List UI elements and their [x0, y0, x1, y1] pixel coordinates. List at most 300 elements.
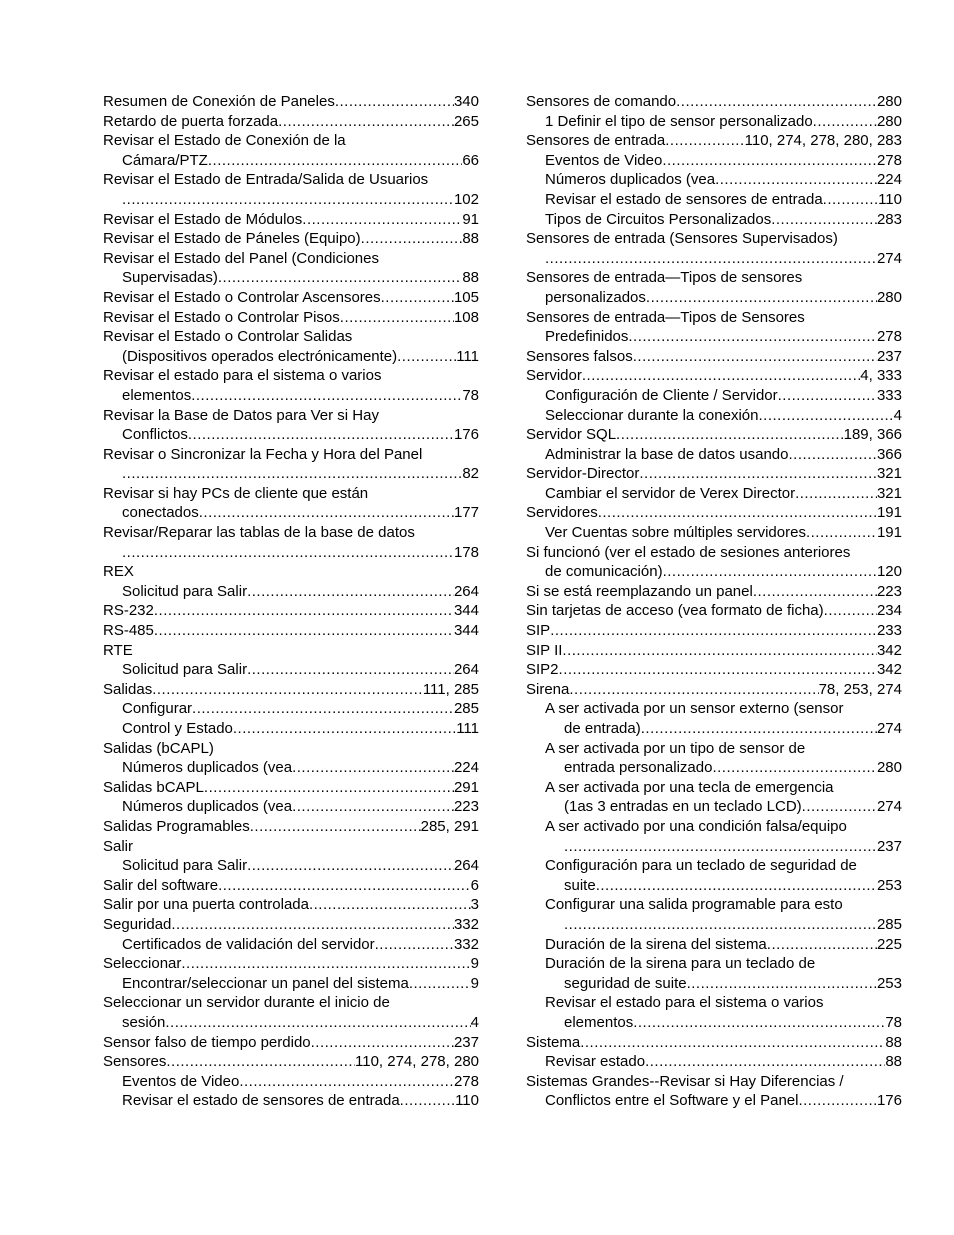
dot-leader	[233, 719, 456, 739]
index-term: Revisar o Sincronizar la Fecha y Hora del Panel	[103, 445, 423, 463]
page-number: 120	[876, 563, 902, 581]
index-line	[103, 817, 479, 837]
index-line	[526, 268, 902, 288]
index-entry	[103, 837, 479, 857]
index-line	[103, 954, 479, 974]
page-number: 178	[453, 543, 479, 561]
page-number: 191	[876, 504, 902, 522]
page-number: 264	[453, 661, 479, 679]
index-term: 1 Definir el tipo de sensor personalizado	[545, 112, 813, 130]
page-number: 321	[876, 484, 902, 502]
index-line	[526, 347, 902, 367]
page-number: 9	[470, 955, 479, 973]
index-term: Revisar el estado de sensores de entrada	[122, 1092, 400, 1110]
index-term: Servidores	[526, 504, 598, 522]
index-term: Eventos de Video	[122, 1072, 240, 1090]
index-term: Encontrar/seleccionar un panel del sistema	[122, 974, 409, 992]
index-entry	[103, 92, 479, 112]
index-term: Administrar la base de datos usando	[545, 445, 789, 463]
index-term: Revisar el Estado o Controlar Ascensores	[103, 288, 381, 306]
dot-leader	[562, 641, 877, 661]
index-line	[103, 170, 479, 190]
index-entry	[526, 445, 902, 465]
index-line	[103, 876, 479, 896]
dot-leader	[122, 543, 454, 563]
index-line	[526, 797, 902, 817]
index-line	[103, 347, 479, 367]
index-term: Solicitud para Salir	[122, 661, 248, 679]
index-entry	[103, 484, 479, 523]
index-entry	[103, 621, 479, 641]
dot-leader	[247, 660, 454, 680]
index-line	[526, 131, 902, 151]
index-term: personalizados	[545, 288, 646, 306]
index-line	[526, 1013, 902, 1033]
index-entry	[526, 308, 902, 347]
index-entry	[526, 856, 902, 895]
index-entry	[103, 308, 479, 328]
page-number: 4, 333	[860, 367, 902, 385]
page-number: 274	[876, 798, 902, 816]
index-line	[526, 1072, 902, 1092]
index-entry	[526, 112, 902, 132]
dot-leader	[663, 562, 877, 582]
index-term: RS-232	[103, 602, 154, 620]
index-term: Salidas bCAPL	[103, 778, 204, 796]
index-entry	[103, 660, 479, 680]
page-number: 4	[470, 1013, 479, 1031]
index-entry	[526, 92, 902, 112]
index-term: Revisar el Estado de Conexión de la	[103, 132, 346, 150]
index-line	[526, 425, 902, 445]
dot-leader	[152, 680, 423, 700]
index-term: Cambiar el servidor de Verex Director	[545, 484, 796, 502]
page-number: 291	[453, 778, 479, 796]
dot-leader	[550, 621, 877, 641]
index-line	[103, 660, 479, 680]
dot-leader	[639, 464, 877, 484]
page-number: 189, 366	[843, 426, 902, 444]
index-entry	[103, 719, 479, 739]
index-term: Conflictos entre el Software y el Panel	[545, 1092, 799, 1110]
dot-leader	[813, 112, 877, 132]
dot-leader	[292, 797, 454, 817]
index-entry	[103, 797, 479, 817]
page-number: 278	[453, 1072, 479, 1090]
index-term: SIP2	[526, 661, 559, 679]
index-line	[103, 503, 479, 523]
dot-leader	[633, 1013, 885, 1033]
page-number: 110	[455, 1092, 479, 1110]
index-term: Revisar el estado de sensores de entrada	[545, 190, 823, 208]
dot-leader	[662, 151, 877, 171]
page-number: 9	[470, 974, 479, 992]
index-term: Seleccionar un servidor durante el inicio de	[103, 994, 390, 1012]
page-number: 78	[885, 1013, 902, 1031]
index-entry	[526, 817, 902, 856]
index-term: Si se está reemplazando un panel	[526, 582, 753, 600]
index-line	[103, 1052, 479, 1072]
page-number: 3	[470, 896, 479, 914]
page-number: 274	[876, 249, 902, 267]
index-line	[103, 523, 479, 543]
page-number: 342	[876, 641, 902, 659]
dot-leader	[559, 660, 877, 680]
index-entry	[103, 856, 479, 876]
index-term: elementos	[122, 386, 192, 404]
page-number: 233	[876, 622, 902, 640]
dot-leader	[823, 190, 878, 210]
index-entry	[103, 229, 479, 249]
index-line	[526, 543, 902, 563]
dot-leader	[361, 229, 463, 249]
index-term: Revisar si hay PCs de cliente que están	[103, 484, 369, 502]
index-entry	[526, 660, 902, 680]
index-term: Sensores falsos	[526, 347, 633, 365]
index-entry	[526, 1072, 902, 1111]
index-line	[526, 386, 902, 406]
dot-leader	[564, 837, 877, 857]
dot-leader	[302, 210, 462, 230]
index-entry	[526, 935, 902, 955]
index-term: Sirena	[526, 680, 570, 698]
dot-leader	[646, 288, 877, 308]
index-line	[103, 249, 479, 269]
index-line	[526, 464, 902, 484]
index-entry	[103, 993, 479, 1032]
index-line	[103, 739, 479, 759]
dot-leader	[545, 249, 877, 269]
index-entry	[103, 562, 479, 582]
dot-leader	[795, 484, 877, 504]
index-entry	[103, 601, 479, 621]
index-term: A ser activado por una condición falsa/equipo	[545, 817, 847, 835]
index-term: Salidas (bCAPL)	[103, 739, 214, 757]
dot-leader	[188, 425, 454, 445]
index-term: SIP II	[526, 641, 563, 659]
dot-leader	[199, 503, 454, 523]
dot-leader	[687, 974, 877, 994]
dot-leader	[715, 170, 877, 190]
index-entry	[103, 974, 479, 994]
page-number: 280	[876, 759, 902, 777]
index-line	[103, 1091, 479, 1111]
index-term: Cámara/PTZ	[122, 151, 208, 169]
page-number: 278	[876, 151, 902, 169]
dot-leader	[778, 386, 877, 406]
page-number: 237	[453, 1033, 479, 1051]
index-line	[103, 445, 479, 465]
index-line	[526, 837, 902, 857]
index-column-right	[526, 92, 902, 1111]
page-number: 91	[462, 210, 479, 228]
page-number: 264	[453, 857, 479, 875]
index-entry	[526, 1052, 902, 1072]
page-number: 6	[470, 876, 479, 894]
dot-leader	[247, 582, 454, 602]
index-line	[103, 895, 479, 915]
index-line	[526, 562, 902, 582]
index-entry	[526, 601, 902, 621]
dot-leader	[628, 327, 877, 347]
index-line	[526, 817, 902, 837]
dot-leader	[788, 445, 876, 465]
index-entry	[526, 131, 902, 151]
index-line	[103, 837, 479, 857]
index-line	[526, 1052, 902, 1072]
index-term: Revisar el Estado de Módulos	[103, 210, 303, 228]
index-entry	[526, 680, 902, 700]
index-line	[526, 406, 902, 426]
dot-leader	[122, 464, 462, 484]
dot-leader	[616, 425, 844, 445]
index-entry	[103, 249, 479, 288]
index-line	[526, 915, 902, 935]
index-line	[526, 954, 902, 974]
dot-leader	[824, 601, 877, 621]
index-term: Salidas Programables	[103, 817, 250, 835]
index-term: Revisar la Base de Datos para Ver si Hay	[103, 406, 379, 424]
index-term: A ser activada por un sensor externo (sensor	[545, 700, 844, 718]
dot-leader	[641, 719, 877, 739]
page-number: 280	[876, 288, 902, 306]
page-number: 66	[462, 151, 479, 169]
page-number: 177	[453, 504, 479, 522]
index-term: conectados	[122, 504, 199, 522]
index-entry	[526, 268, 902, 307]
index-term: Certificados de validación del servidor	[122, 935, 375, 953]
index-line	[103, 151, 479, 171]
dot-leader	[292, 758, 454, 778]
index-line	[103, 680, 479, 700]
dot-leader	[633, 347, 877, 367]
index-entry	[103, 758, 479, 778]
page-number: 340	[453, 93, 479, 110]
index-entry	[103, 641, 479, 661]
page-number: 344	[453, 622, 479, 640]
index-term: Revisar estado	[545, 1053, 646, 1071]
index-term: (Dispositivos operados electrónicamente)	[122, 347, 398, 365]
page-number: 253	[876, 876, 902, 894]
index-line	[103, 582, 479, 602]
page-number: 237	[876, 347, 902, 365]
index-entry	[103, 210, 479, 230]
page-number: 342	[876, 661, 902, 679]
dot-leader	[208, 151, 462, 171]
index-entry	[526, 778, 902, 817]
dot-leader	[250, 817, 421, 837]
dot-leader	[676, 92, 877, 112]
index-entry	[103, 680, 479, 700]
index-line	[526, 229, 902, 249]
index-term: de comunicación)	[545, 563, 663, 581]
index-entry	[103, 1091, 479, 1111]
index-line	[103, 915, 479, 935]
page-number: 344	[453, 602, 479, 620]
index-entry	[526, 621, 902, 641]
index-entry	[103, 1052, 479, 1072]
index-term: Números duplicados (vea	[122, 759, 293, 777]
index-line	[103, 268, 479, 288]
page-number: 111	[456, 347, 479, 365]
index-entry	[103, 131, 479, 170]
index-line	[526, 445, 902, 465]
page-number: 191	[876, 524, 902, 542]
index-term: Sensores de entrada—Tipos de Sensores	[526, 308, 805, 326]
page-number: 278	[876, 328, 902, 346]
dot-leader	[665, 131, 744, 151]
dot-leader	[645, 1052, 885, 1072]
index-line	[103, 190, 479, 210]
page-number: 110	[878, 190, 902, 208]
page-number: 264	[453, 582, 479, 600]
index-line	[526, 503, 902, 523]
index-line	[103, 92, 479, 112]
index-term: RS-485	[103, 622, 154, 640]
page-number: 332	[453, 935, 479, 953]
dot-leader	[758, 406, 893, 426]
index-line	[103, 1013, 479, 1033]
page-number: 332	[453, 915, 479, 933]
index-entry	[526, 347, 902, 367]
index-entry	[526, 699, 902, 738]
index-line	[526, 1091, 902, 1111]
index-line	[103, 288, 479, 308]
index-line	[526, 327, 902, 347]
index-term: Números duplicados (vea	[122, 798, 293, 816]
index-line	[526, 719, 902, 739]
index-term: Eventos de Video	[545, 151, 663, 169]
dot-leader	[181, 954, 470, 974]
index-line	[103, 758, 479, 778]
index-term: Salir	[103, 837, 134, 855]
index-entry	[526, 582, 902, 602]
index-line	[103, 229, 479, 249]
index-line	[103, 327, 479, 347]
index-line	[526, 993, 902, 1013]
index-line	[526, 876, 902, 896]
index-entry	[103, 170, 479, 209]
dot-leader	[165, 1013, 470, 1033]
index-entry	[526, 739, 902, 778]
index-term: Solicitud para Salir	[122, 857, 248, 875]
index-entry	[103, 406, 479, 445]
page-number: 280	[876, 93, 902, 110]
index-line	[526, 190, 902, 210]
page-number: 88	[885, 1033, 902, 1051]
index-line	[526, 170, 902, 190]
index-entry	[103, 876, 479, 896]
index-entry	[526, 190, 902, 210]
index-term: Números duplicados (vea	[545, 171, 716, 189]
index-line	[103, 778, 479, 798]
index-term: Retardo de puerta forzada	[103, 112, 279, 130]
index-line	[103, 112, 479, 132]
index-term: Servidor	[526, 367, 582, 385]
dot-leader	[712, 758, 877, 778]
page-number: 333	[876, 386, 902, 404]
dot-leader	[191, 386, 462, 406]
page-number: 88	[462, 269, 479, 287]
index-line	[526, 660, 902, 680]
dot-leader	[400, 1091, 455, 1111]
index-entry	[526, 464, 902, 484]
index-term: Predefinidos	[545, 328, 629, 346]
dot-leader	[171, 915, 454, 935]
index-term: Seleccionar durante la conexión	[545, 406, 759, 424]
page-number: 110, 274, 278, 280	[355, 1053, 479, 1071]
dot-leader	[381, 288, 454, 308]
index-line	[103, 464, 479, 484]
index-line	[526, 112, 902, 132]
index-line	[103, 719, 479, 739]
dot-leader	[397, 347, 456, 367]
index-term: Configuración de Cliente / Servidor	[545, 386, 778, 404]
index-term: Seleccionar	[103, 955, 182, 973]
index-entry	[526, 366, 902, 386]
index-line	[103, 1033, 479, 1053]
index-term: Sensores de comando	[526, 93, 677, 110]
index-line	[526, 484, 902, 504]
index-line	[526, 601, 902, 621]
index-line	[103, 386, 479, 406]
index-line	[103, 562, 479, 582]
index-entry	[103, 523, 479, 562]
dot-leader	[154, 621, 454, 641]
index-line	[526, 974, 902, 994]
page-number: 274	[876, 720, 902, 737]
dot-leader	[335, 92, 454, 112]
index-term: Duración de la sirena para un teclado de	[545, 955, 816, 973]
dot-leader	[218, 268, 462, 288]
index-line	[103, 406, 479, 426]
index-term: Supervisadas)	[122, 269, 218, 287]
index-line	[103, 484, 479, 504]
page-number: 283	[876, 210, 902, 228]
page-number: 88	[885, 1053, 902, 1071]
index-line	[103, 797, 479, 817]
index-term: seguridad de suite	[564, 974, 687, 992]
index-term: A ser activada por una tecla de emergencia	[545, 778, 834, 796]
index-line	[103, 641, 479, 661]
dot-leader	[569, 680, 818, 700]
index-line	[526, 699, 902, 719]
index-line	[526, 680, 902, 700]
page-number: 78	[462, 386, 479, 404]
index-term: Sensores de entrada—Tipos de sensores	[526, 269, 803, 287]
index-entry	[103, 1072, 479, 1092]
page-number: 223	[876, 582, 902, 600]
index-entry	[103, 112, 479, 132]
index-term: suite	[564, 876, 596, 894]
index-line	[526, 92, 902, 112]
index-line	[526, 210, 902, 230]
page-number: 366	[876, 445, 902, 463]
index-term: Configuración para un teclado de seguridad de	[545, 857, 857, 875]
index-line	[526, 249, 902, 269]
index-entry	[526, 484, 902, 504]
index-term: Salir por una puerta controlada	[103, 896, 309, 914]
dot-leader	[239, 1072, 454, 1092]
index-term: Revisar el Estado del Panel (Condiciones	[103, 249, 379, 267]
index-term: Configurar	[122, 700, 193, 718]
index-entry	[526, 210, 902, 230]
index-term: Si funcionó (ver el estado de sesiones anteriores	[526, 543, 851, 561]
page-number: 224	[876, 171, 902, 189]
index-entry	[526, 151, 902, 171]
page-number: 78, 253, 274	[818, 680, 902, 698]
index-line	[526, 621, 902, 641]
